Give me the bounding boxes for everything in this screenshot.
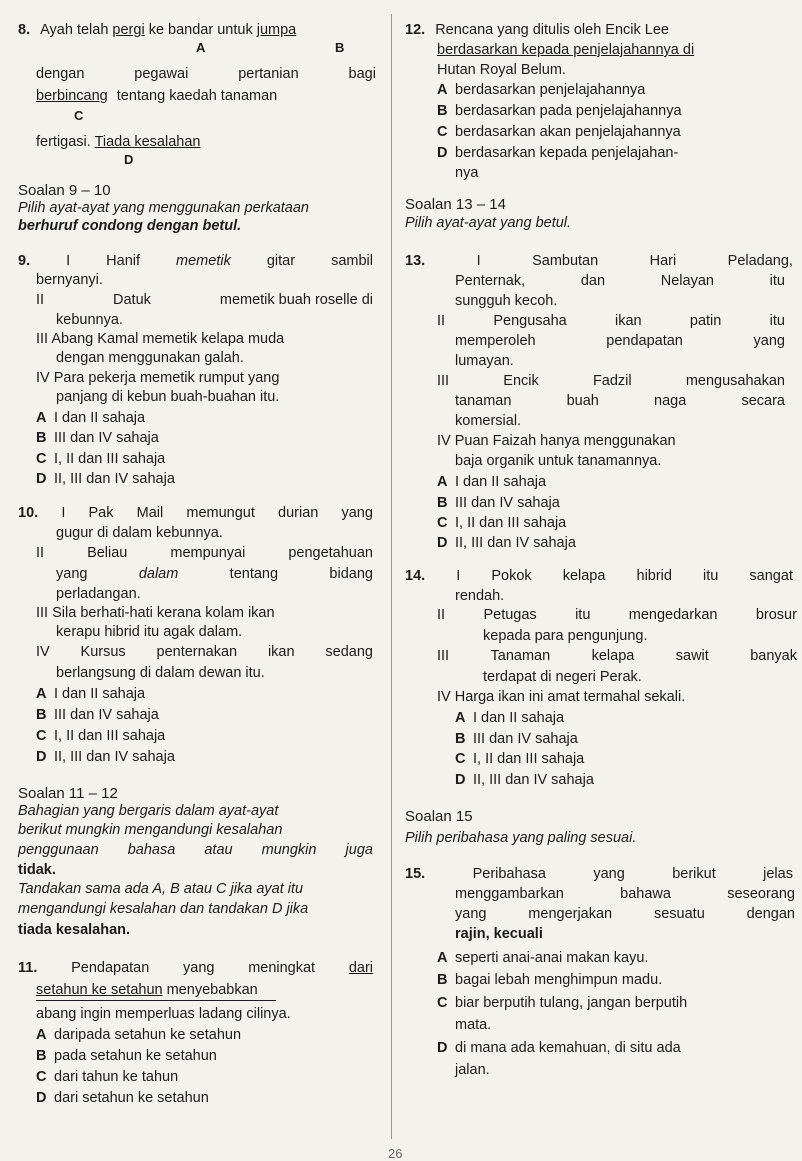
q13-line-4: II Pengusaha ikan patin itu xyxy=(437,313,785,329)
section-11-12-instruction-1: Bahagian yang bergaris dalam ayat-ayat xyxy=(18,803,279,819)
q15-line-3: yang mengerjakan sesuatu dengan xyxy=(455,906,795,922)
q10-line-5: perladangan. xyxy=(56,586,141,602)
q9-line-2: bernyanyi. xyxy=(36,272,103,288)
q15-line-1: 15. Peribahasa yang berikut jelas xyxy=(405,866,793,882)
section-15-title: Soalan 15 xyxy=(405,808,473,825)
q8-line-2: dengan pegawai pertanian bagi xyxy=(36,66,376,82)
q15-option-a[interactable]: A seperti anai-anai makan kayu. xyxy=(437,950,649,966)
q12-line-3: Hutan Royal Belum. xyxy=(437,62,566,78)
q11-underline: setahun ke setahun xyxy=(36,982,163,998)
section-11-12-instruction-3: penggunaan bahasa atau mungkin juga xyxy=(18,842,373,858)
q10-line-4: yang dalam tentang bidang xyxy=(56,566,373,582)
section-9-10-title: Soalan 9 – 10 xyxy=(18,182,111,199)
q13-line-8: tanaman buah naga secara xyxy=(455,393,785,409)
q10-line-2: gugur di dalam kebunnya. xyxy=(56,525,223,541)
q10-option-d[interactable]: D II, III dan IV sahaja xyxy=(36,749,175,765)
q14-line-3: II Petugas itu mengedarkan brosur xyxy=(437,607,797,623)
q12-option-c[interactable]: C berdasarkan akan penjelajahannya xyxy=(437,124,681,140)
q12-line-2: berdasarkan kepada penjelajahannya di xyxy=(437,42,695,58)
q13-line-6: lumayan. xyxy=(455,353,514,369)
q15-option-c[interactable]: C biar berputih tulang, jangan berputih xyxy=(437,995,688,1011)
column-divider xyxy=(391,14,392,1139)
section-11-12-instruction-4: tidak. xyxy=(18,862,56,878)
q11-option-d[interactable]: D dari setahun ke setahun xyxy=(36,1090,209,1106)
q8-label-b: B xyxy=(335,40,345,55)
q8-underline-d: Tiada kesalahan xyxy=(94,134,201,150)
q9-option-b[interactable]: B III dan IV sahaja xyxy=(36,430,159,446)
q15-option-c-cont: mata. xyxy=(455,1017,492,1033)
q11-option-a[interactable]: A daripada setahun ke setahun xyxy=(36,1027,242,1043)
q8-line-3: berbincang tentang kaedah tanaman xyxy=(36,88,278,104)
q8-line-4: fertigasi. Tiada kesalahan xyxy=(36,134,201,150)
q13-line-11: baja organik untuk tanamannya. xyxy=(455,453,662,469)
q13-option-c[interactable]: C I, II dan III sahaja xyxy=(437,515,567,531)
q13-option-a[interactable]: A I dan II sahaja xyxy=(437,474,547,490)
q9-line-5: III Abang Kamal memetik kelapa muda xyxy=(36,331,285,347)
q14-line-2: rendah. xyxy=(455,588,505,604)
section-15-instruction: Pilih peribahasa yang paling sesuai. xyxy=(405,830,637,846)
q13-line-5: memperoleh pendapatan yang xyxy=(455,333,785,349)
q13-line-9: komersial. xyxy=(455,413,522,429)
q14-option-c[interactable]: C I, II dan III sahaja xyxy=(455,751,585,767)
q11-option-c[interactable]: C dari tahun ke tahun xyxy=(36,1069,179,1085)
q9-line-6: dengan menggunakan galah. xyxy=(56,350,244,366)
q9-line-1: 9. I Hanif memetik gitar sambil xyxy=(18,253,373,269)
section-13-14-instruction: Pilih ayat-ayat yang betul. xyxy=(405,215,572,231)
q11-option-b[interactable]: B pada setahun ke setahun xyxy=(36,1048,217,1064)
q13-line-7: III Encik Fadzil mengusahakan xyxy=(437,373,785,389)
q13-line-3: sungguh kecoh. xyxy=(455,293,558,309)
q14-line-1: 14. I Pokok kelapa hibrid itu sangat xyxy=(405,568,793,584)
q8-line-1: 8. Ayah telah pergi ke bandar untuk jumpa xyxy=(18,22,297,38)
q12-option-d-cont: nya xyxy=(455,165,479,181)
section-11-12-instruction-6: mengandungi kesalahan dan tandakan D jika xyxy=(18,901,309,917)
q12-option-d[interactable]: D berdasarkan kepada penjelajahan- xyxy=(437,145,679,161)
q15-option-d[interactable]: D di mana ada kemahuan, di situ ada xyxy=(437,1040,681,1056)
q10-line-7: kerapu hibrid itu agak dalam. xyxy=(56,624,243,640)
q8-label-d: D xyxy=(124,152,134,167)
q14-line-5: III Tanaman kelapa sawit banyak xyxy=(437,648,797,664)
q10-option-b[interactable]: B III dan IV sahaja xyxy=(36,707,159,723)
q15-option-d-cont: jalan. xyxy=(455,1062,490,1078)
q9-option-a[interactable]: A I dan II sahaja xyxy=(36,410,146,426)
section-13-14-title: Soalan 13 – 14 xyxy=(405,196,506,213)
section-11-12-instruction-2: berikut mungkin mengandungi kesalahan xyxy=(18,822,283,838)
q10-line-6: III Sila berhati-hati kerana kolam ikan xyxy=(36,605,275,621)
q13-option-d[interactable]: D II, III dan IV sahaja xyxy=(437,535,576,551)
q8-label-c: C xyxy=(74,108,84,123)
q8-underline-b: jumpa xyxy=(256,22,297,38)
q9-option-d[interactable]: D II, III dan IV sahaja xyxy=(36,471,175,487)
q12-option-b[interactable]: B berdasarkan pada penjelajahannya xyxy=(437,103,682,119)
q12-option-a[interactable]: A berdasarkan penjelajahannya xyxy=(437,82,646,98)
q11-line-3: abang ingin memperluas ladang cilinya. xyxy=(36,1006,291,1022)
q14-option-b[interactable]: B III dan IV sahaja xyxy=(455,731,578,747)
q9-option-c[interactable]: C I, II dan III sahaja xyxy=(36,451,166,467)
q12-line-1: 12. Rencana yang ditulis oleh Encik Lee xyxy=(405,22,669,38)
section-11-12-title: Soalan 11 – 12 xyxy=(18,785,118,802)
q14-line-4: kepada para pengunjung. xyxy=(483,628,648,644)
q8-underline-c: berbincang xyxy=(36,88,108,104)
section-9-10-instruction-1: Pilih ayat-ayat yang menggunakan perkataan xyxy=(18,200,309,216)
q13-line-10: IV Puan Faizah hanya menggunakan xyxy=(437,433,676,449)
q8-underline-a: pergi xyxy=(112,22,145,38)
q11-line-2: setahun ke setahun menyebabkan xyxy=(36,982,258,998)
q10-line-9: berlangsung di dalam dewan itu. xyxy=(56,665,265,681)
q13-option-b[interactable]: B III dan IV sahaja xyxy=(437,495,560,511)
q9-line-8: panjang di kebun buah-buahan itu. xyxy=(56,389,280,405)
q9-line-7: IV Para pekerja memetik rumput yang xyxy=(36,370,280,386)
q9-line-3: II Datuk memetik buah roselle di xyxy=(36,292,373,308)
q10-line-8: IV Kursus penternakan ikan sedang xyxy=(36,644,373,660)
q14-line-7: IV Harga ikan ini amat termahal sekali. xyxy=(437,689,686,705)
q10-line-3: II Beliau mempunyai pengetahuan xyxy=(36,545,373,561)
q15-option-b[interactable]: B bagai lebah menghimpun madu. xyxy=(437,972,663,988)
q10-line-1: 10. I Pak Mail memungut durian yang xyxy=(18,505,373,521)
q15-line-4: rajin, kecuali xyxy=(455,926,543,942)
q13-line-2: Penternak, dan Nelayan itu xyxy=(455,273,785,289)
q14-option-d[interactable]: D II, III dan IV sahaja xyxy=(455,772,594,788)
page-number: 26 xyxy=(388,1146,403,1161)
section-11-12-instruction-7: tiada kesalahan. xyxy=(18,922,131,938)
q15-line-2: menggambarkan bahawa seseorang xyxy=(455,886,795,902)
q14-option-a[interactable]: A I dan II sahaja xyxy=(455,710,565,726)
q9-line-4: kebunnya. xyxy=(56,312,123,328)
q14-line-6: terdapat di negeri Perak. xyxy=(483,669,642,685)
q11-underline-rule xyxy=(36,1000,276,1001)
section-9-10-instruction-2: berhuruf condong dengan betul. xyxy=(18,218,242,234)
q11-line-1: 11. Pendapatan yang meningkat dari xyxy=(18,960,373,976)
q8-label-a: A xyxy=(196,40,206,55)
q10-option-c[interactable]: C I, II dan III sahaja xyxy=(36,728,166,744)
section-11-12-instruction-5: Tandakan sama ada A, B atau C jika ayat itu xyxy=(18,881,304,897)
q13-line-1: 13. I Sambutan Hari Peladang, xyxy=(405,253,793,269)
q10-option-a[interactable]: A I dan II sahaja xyxy=(36,686,146,702)
